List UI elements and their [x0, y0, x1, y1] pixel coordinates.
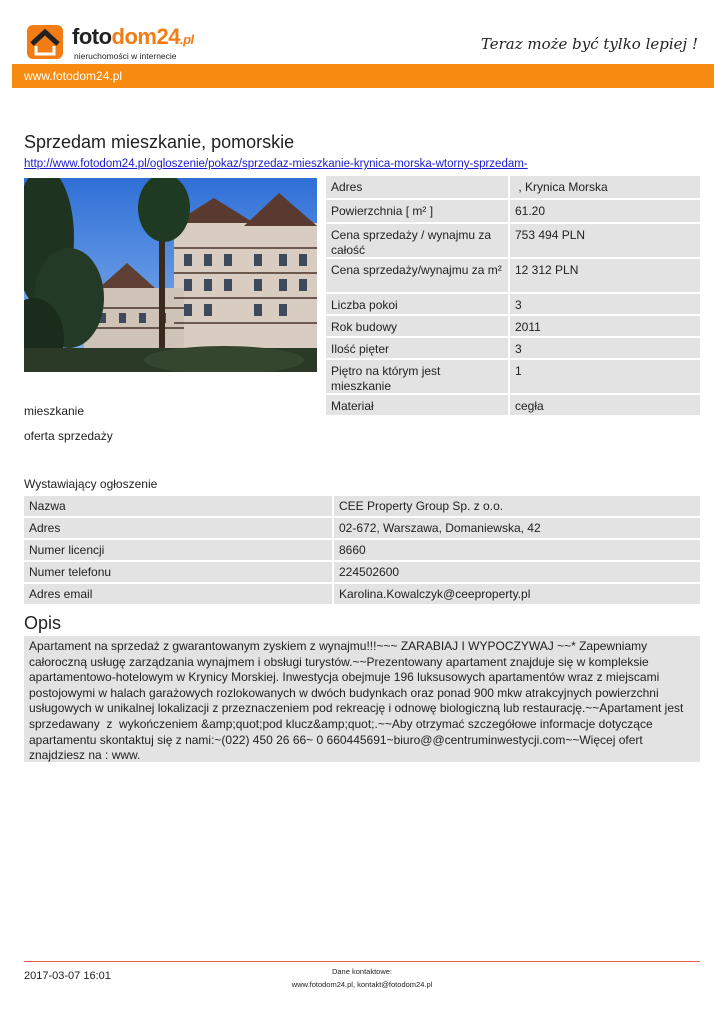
description-line: znajdziesz na : www. — [29, 748, 141, 763]
detail-value: 12 312 PLN — [510, 259, 700, 292]
footer-contact-value[interactable]: www.fotodom24.pl, kontakt@fotodom24.pl — [291, 980, 433, 989]
detail-value: 3 — [510, 294, 700, 314]
description-line: apartamentu skontaktuj się z nami:~(022) 450 26 66~ 0 660445691~biuro@@centruminwestycji.com~~Więcej ofert — [29, 732, 643, 747]
property-details-table — [326, 176, 700, 417]
house-logo-icon — [24, 22, 66, 62]
seller-value: CEE Property Group Sp. z o.o. — [334, 496, 700, 516]
detail-value: 61.20 — [510, 200, 700, 222]
property-photo-image — [24, 178, 317, 372]
seller-label: Numer licencji — [24, 540, 332, 560]
seller-label: Nazwa — [24, 496, 332, 516]
seller-table — [24, 496, 700, 606]
detail-row-year — [326, 316, 700, 336]
detail-value: 3 — [510, 338, 700, 358]
description-line: apartamentowo-hotelowym w Krynicy Morskiej. Inwestycja obejmuje 196 luksusowych apartamentów wraz z miejscami — [29, 670, 660, 685]
site-url-bar — [12, 64, 714, 88]
description-line: usługowych w unikalnej lokalizacji z przeznaczeniem pod rekreację i odnowę biologiczną lub restaurację.~~Apartament jest — [29, 701, 684, 716]
site-logo[interactable] — [24, 22, 224, 66]
seller-heading: Wystawiający ogłoszenie — [24, 477, 158, 491]
detail-row-total-price — [326, 224, 700, 257]
detail-label: Cena sprzedaży / wynajmu za całość — [326, 224, 508, 257]
seller-label: Adres email — [24, 584, 332, 604]
site-url-link[interactable]: www.fotodom24.pl — [24, 69, 123, 83]
detail-value: cegła — [510, 395, 700, 415]
property-type: mieszkanie — [24, 404, 85, 418]
offer-type: oferta sprzedaży — [24, 429, 113, 443]
page-title: Sprzedam mieszkanie, pomorskie — [24, 132, 295, 152]
detail-value: 753 494 PLN — [510, 224, 700, 257]
seller-label: Numer telefonu — [24, 562, 332, 582]
logo-word-orange: dom24 — [111, 24, 180, 49]
detail-row-rooms — [326, 294, 700, 314]
detail-label: Piętro na którym jest mieszkanie — [326, 360, 508, 393]
description-box — [24, 636, 700, 762]
seller-value: 02-672, Warszawa, Domaniewska, 42 — [334, 518, 700, 538]
detail-label: Liczba pokoi — [326, 294, 508, 314]
footer-divider — [24, 961, 700, 962]
detail-row-floors — [326, 338, 700, 358]
description-heading: Opis — [24, 613, 62, 633]
seller-row-address — [24, 518, 700, 538]
footer-date: 2017-03-07 16:01 — [24, 970, 111, 982]
detail-label: Materiał — [326, 395, 508, 415]
description-line: sprzedawany z wykończeniem &amp;quot;pod klucz&amp;quot;.~~Aby otrzymać szczegółowe informacje dotyczące — [29, 716, 653, 731]
detail-label: Adres — [326, 176, 508, 198]
detail-value: 1 — [510, 360, 700, 393]
listing-url-link[interactable]: http://www.fotodom24.pl/ogloszenie/pokaz/sprzedaz-mieszkanie-krynica-morska-wtorny-sprzedam- — [24, 158, 528, 170]
seller-row-name — [24, 496, 700, 516]
seller-value: 224502600 — [334, 562, 700, 582]
seller-row-email — [24, 584, 700, 604]
footer-contact-label: Dane kontaktowe: — [331, 967, 393, 976]
detail-label: Powierzchnia [ m² ] — [326, 200, 508, 222]
slogan: Teraz może być tylko lepiej ! — [480, 35, 698, 53]
detail-row-address — [326, 176, 700, 198]
seller-value: Karolina.Kowalczyk@ceeproperty.pl — [334, 584, 700, 604]
property-photo — [24, 178, 317, 372]
seller-label: Adres — [24, 518, 332, 538]
detail-row-price-per-m2 — [326, 259, 700, 292]
detail-row-area — [326, 200, 700, 222]
description-line: całoroczną usługę zarządzania wynajmem i obsługi turystów.~~Prezentowany apartament znajduje się w kompleksie — [29, 654, 649, 669]
logo-subtitle: nieruchomości w internecie — [74, 51, 177, 61]
detail-value: , Krynica Morska — [510, 176, 700, 198]
detail-label: Rok budowy — [326, 316, 508, 336]
detail-value: 2011 — [510, 316, 700, 336]
logo-wordmark — [72, 24, 194, 50]
logo-word-dark: foto — [72, 24, 112, 49]
detail-row-floor — [326, 360, 700, 393]
logo-suffix: .pl — [179, 32, 194, 47]
seller-row-phone — [24, 562, 700, 582]
detail-label: Cena sprzedaży/wynajmu za m² — [326, 259, 508, 292]
detail-label: Ilość pięter — [326, 338, 508, 358]
seller-value: 8660 — [334, 540, 700, 560]
description-line: postojowymi w halach garażowych rozlokowanych w dwóch budynkach oraz ponad 900 mkw atrakcyjnych powierzchni — [29, 685, 659, 700]
description-line: Apartament na sprzedaż z gwarantowanym zyskiem z wynajmu!!!~~~ ZARABIAJ I WYPOCZYWAJ ~~* Zapewniamy — [29, 639, 648, 653]
seller-row-license — [24, 540, 700, 560]
detail-row-material — [326, 395, 700, 415]
